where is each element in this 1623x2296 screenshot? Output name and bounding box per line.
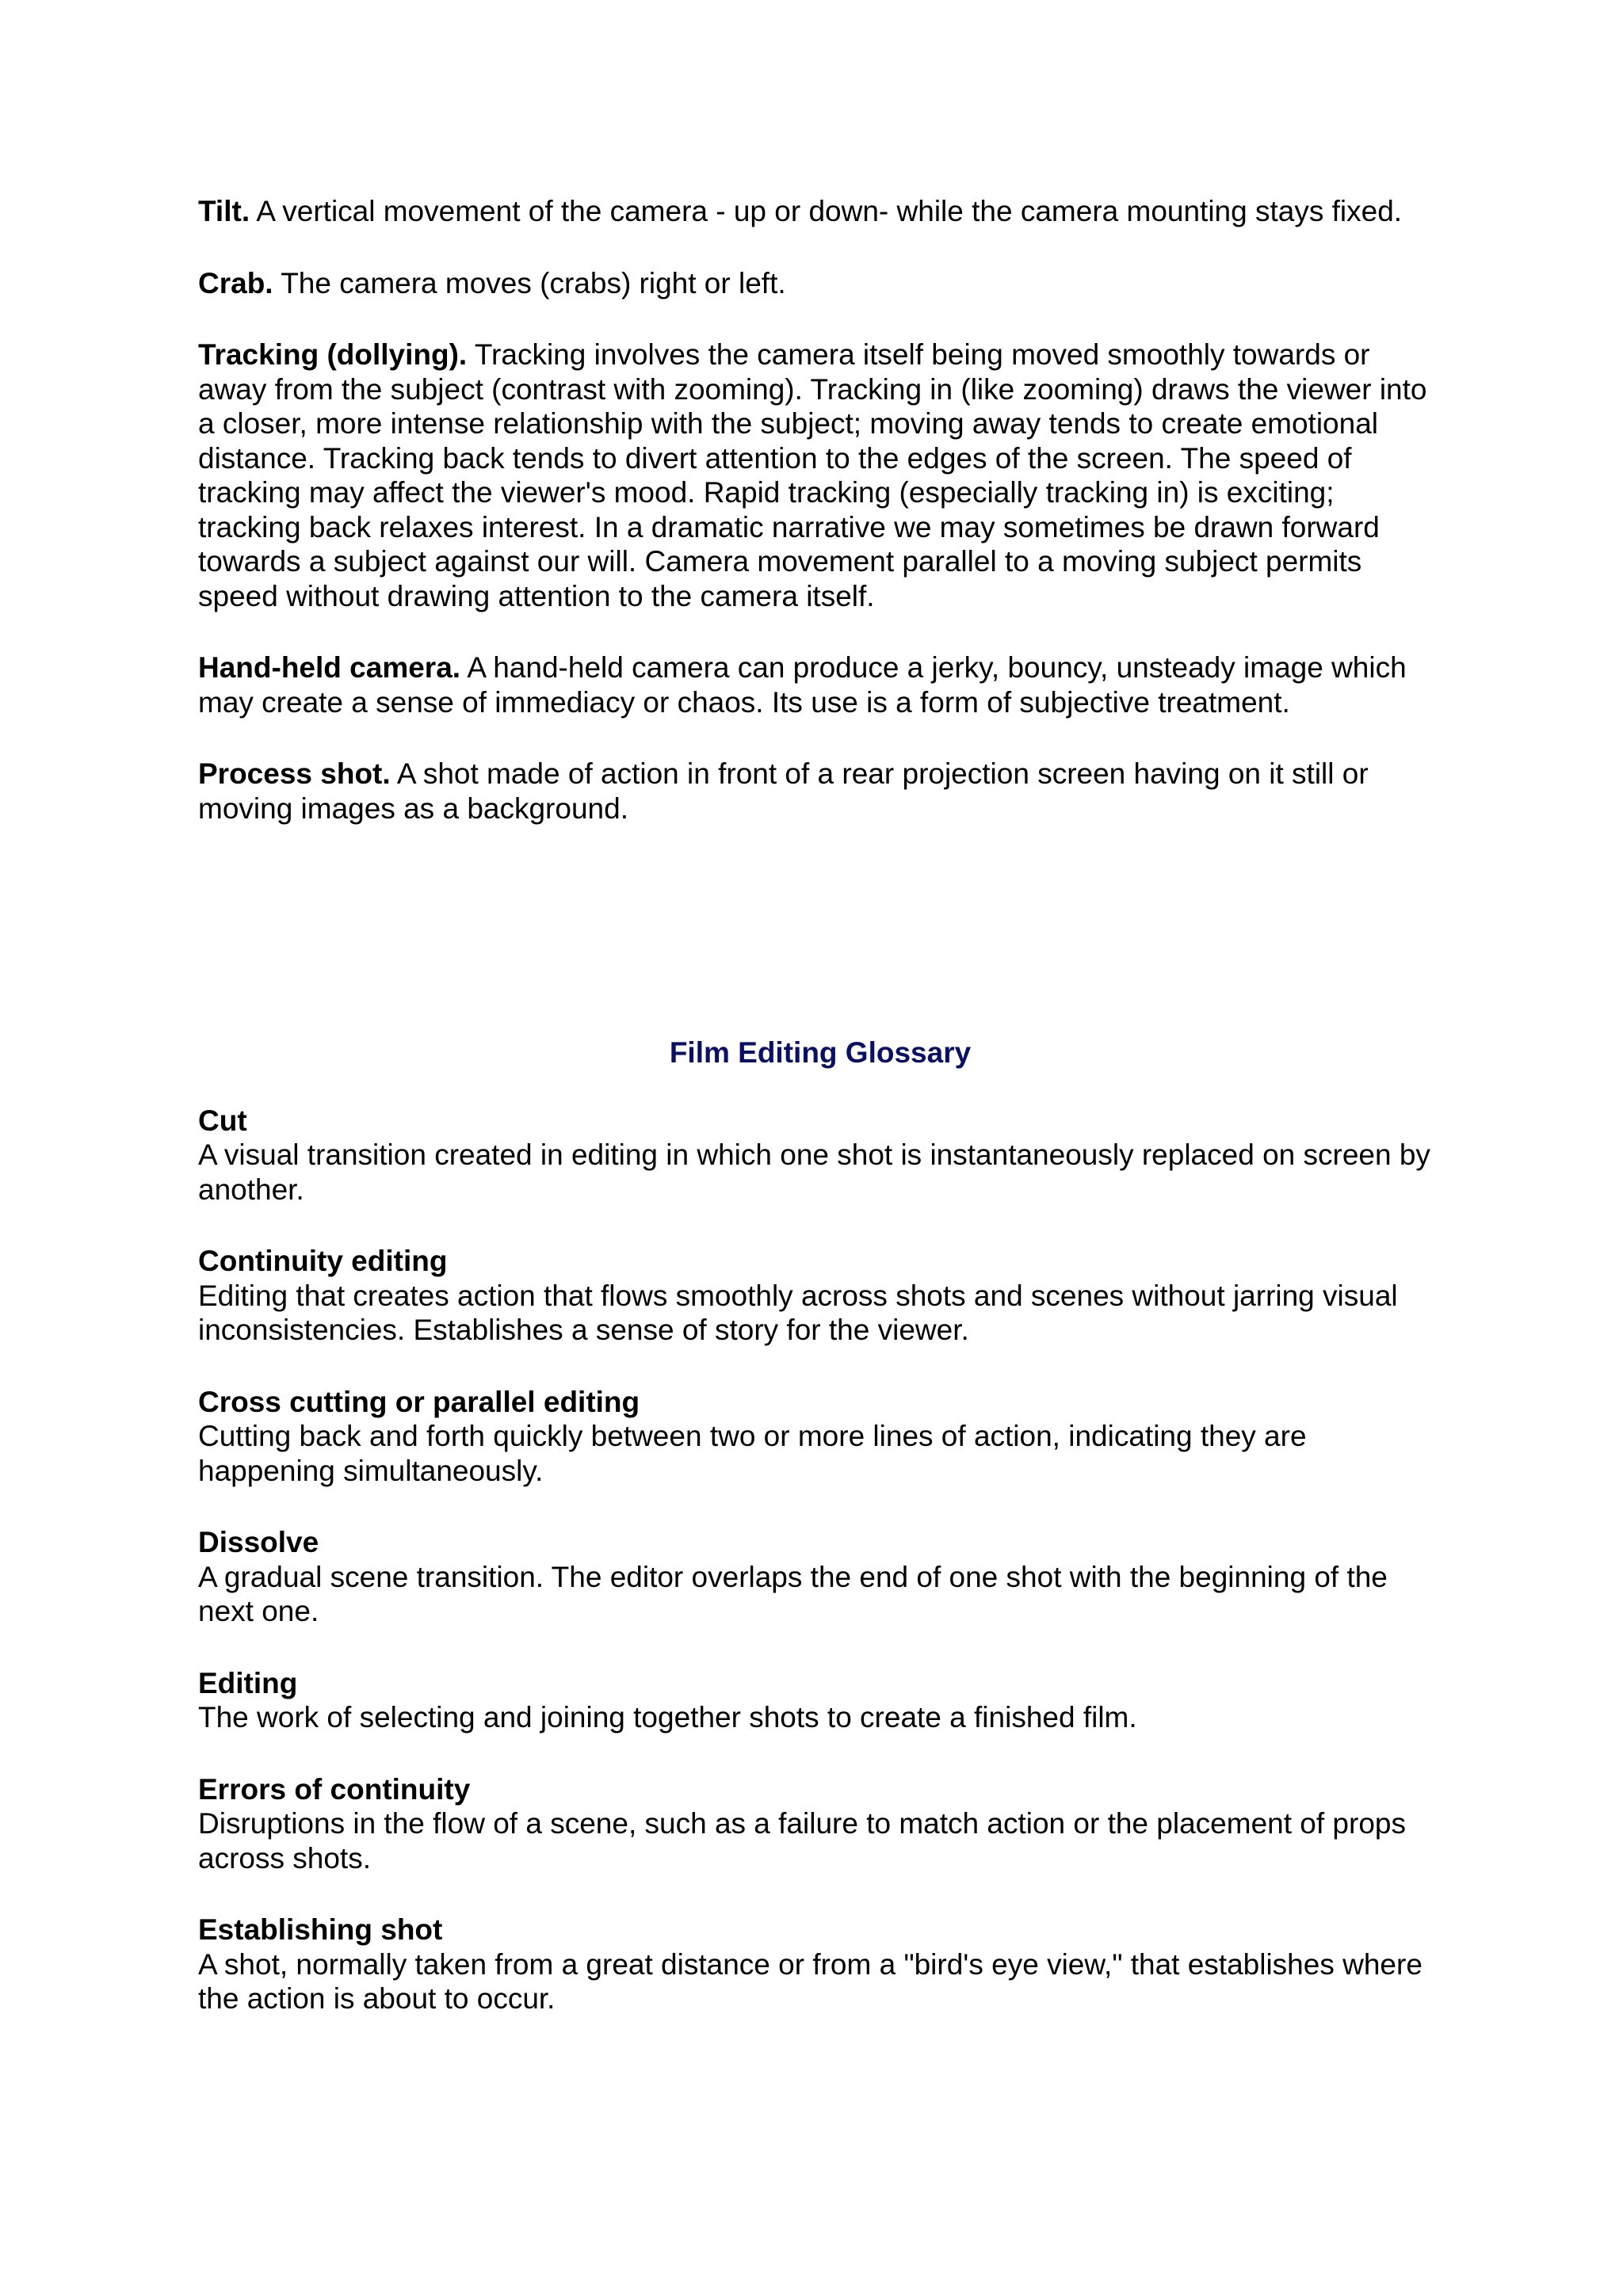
- glossary-term: Dissolve: [198, 1526, 319, 1558]
- term-definition: A vertical movement of the camera - up or down- while the camera mounting stays fixed.: [256, 195, 1403, 227]
- glossary-item-dissolve: [198, 1525, 1434, 1629]
- term-name: Crab.: [198, 266, 273, 299]
- glossary-definition: Cutting back and forth quickly between two or more lines of action, indicating they are happening simultaneously.: [198, 1420, 1307, 1487]
- term-name: Hand-held camera.: [198, 651, 461, 684]
- glossary-definition: Disruptions in the flow of a scene, such as a failure to match action or the placement of props across shots.: [198, 1807, 1406, 1875]
- camera-term-crab: [198, 266, 1434, 301]
- glossary-definition: The work of selecting and joining together shots to create a finished film.: [198, 1701, 1137, 1733]
- glossary-term: Continuity editing: [198, 1245, 448, 1277]
- glossary-definition: Editing that creates action that flows smoothly across shots and scenes without jarring visual inconsistencies. Establishes a sense of story for the viewer.: [198, 1279, 1398, 1346]
- glossary-definition: A shot, normally taken from a great distance or from a "bird's eye view," that establishes where the action is about to occur.: [198, 1947, 1423, 2015]
- glossary-item-errors-of-continuity: [198, 1772, 1434, 1876]
- camera-term-tracking: [198, 338, 1434, 613]
- term-definition: Tracking involves the camera itself being moved smoothly towards or away from the subject (contrast with zooming). Tracking in (like zooming) draws the viewer into a closer, more intense relationship with the subject; moving away tends to create emotional distance. Tracking back tends to divert attention to the edges of the screen. The speed of tracking may affect the viewer's mood. Rapid tracking (especially tracking in) is exciting; tracking back relaxes interest. In a dramatic narrative we may sometimes be drawn forward towards a subject against our will. Camera movement parallel to a moving subject permits speed without drawing attention to the camera itself.: [198, 338, 1427, 612]
- term-definition: A shot made of action in front of a rear projection screen having on it still or moving images as a background.: [198, 757, 1369, 825]
- glossary-item-cut: [198, 1104, 1434, 1207]
- term-name: Process shot.: [198, 757, 391, 790]
- glossary-term: Establishing shot: [198, 1913, 443, 1946]
- glossary-item-editing: [198, 1666, 1434, 1735]
- glossary-definition: A gradual scene transition. The editor overlaps the end of one shot with the beginning of the next one.: [198, 1560, 1388, 1627]
- glossary-term: Cross cutting or parallel editing: [198, 1385, 640, 1418]
- term-definition: The camera moves (crabs) right or left.: [281, 266, 786, 299]
- camera-term-tilt: [198, 194, 1434, 229]
- glossary-title: Film Editing Glossary: [669, 1036, 972, 1069]
- document-page: [198, 194, 1434, 2054]
- glossary-term: Cut: [198, 1104, 247, 1137]
- section-spacer: [198, 863, 1434, 1035]
- glossary-item-establishing-shot: [198, 1913, 1434, 2016]
- glossary-item-cross-cutting: [198, 1385, 1434, 1489]
- glossary-definition: A visual transition created in editing in which one shot is instantaneously replaced on screen by another.: [198, 1138, 1430, 1206]
- glossary-term: Errors of continuity: [198, 1772, 471, 1806]
- camera-term-process-shot: [198, 757, 1434, 826]
- term-name: Tracking (dollying).: [198, 338, 468, 371]
- term-definition: A hand-held camera can produce a jerky, bouncy, unsteady image which may create a sense of immediacy or chaos. Its use is a form of subjective treatment.: [198, 651, 1407, 719]
- camera-term-hand-held: [198, 650, 1434, 719]
- glossary-term: Editing: [198, 1666, 298, 1699]
- glossary-item-continuity-editing: [198, 1244, 1434, 1348]
- term-name: Tilt.: [198, 195, 250, 227]
